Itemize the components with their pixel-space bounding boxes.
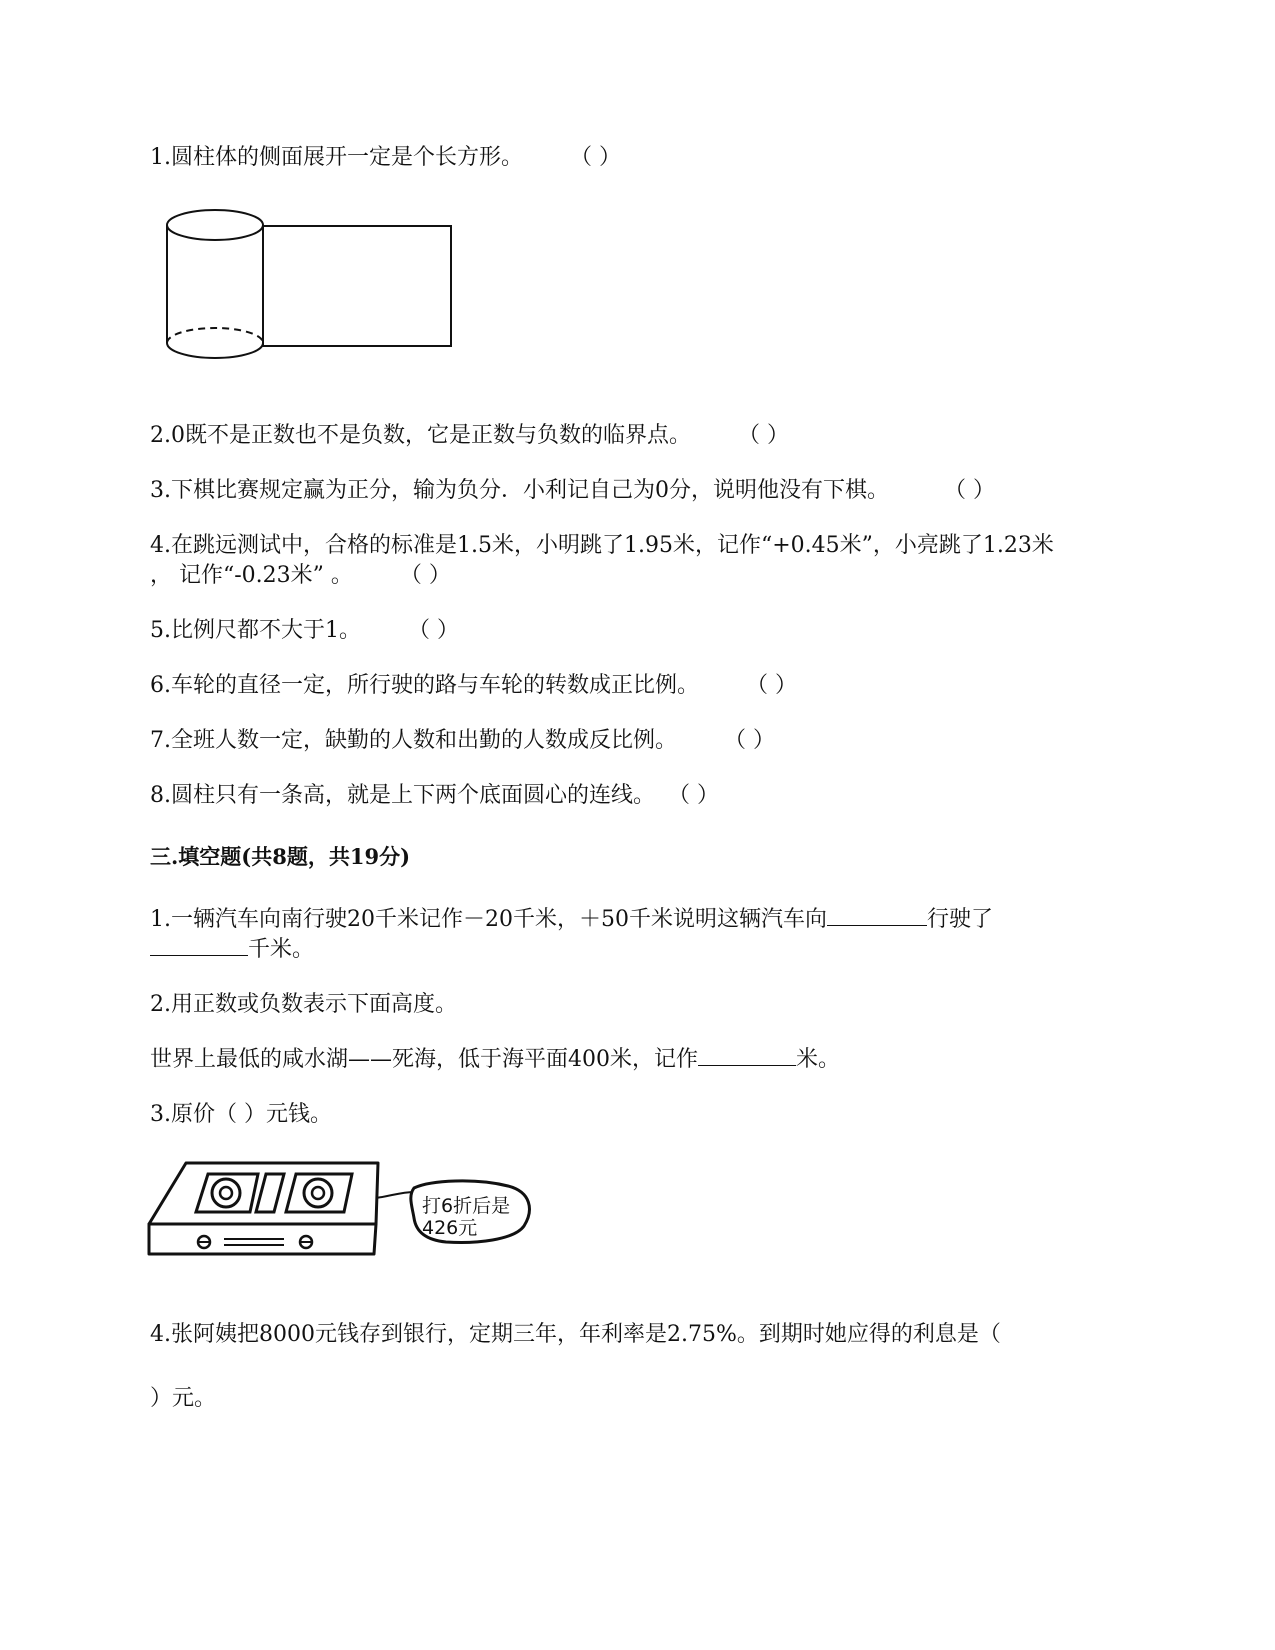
question-text: 4.在跳远测试中，合格的标准是1.5米，小明跳了1.95米，记作“+0.45米”，小亮跳了1.23米 [150,533,1054,558]
answer-parentheses: （ ） [399,563,451,588]
question-6 [150,671,797,701]
section-heading: 三.填空题(共8题，共19分) [150,844,411,869]
answer-blank[interactable] [150,935,248,956]
tag-string [376,1192,414,1198]
fill-question-3: 3.原价（ ）元钱。 [150,1102,332,1127]
question-text: 2.0既不是正数也不是负数，它是正数与负数的临界点。 [150,423,691,448]
question-7 [150,726,775,756]
question-3 [150,476,995,506]
question-text: 千米。 [248,937,315,962]
answer-parentheses: （ ） [570,145,621,170]
price-tag-text-line-2: 426元 [422,1217,478,1239]
unfolded-rectangle [263,226,451,346]
price-tag-text-line-1: 打6折后是 [422,1195,511,1217]
fill-question-4-line-2: ）元。 [150,1386,217,1411]
question-1 [150,143,621,173]
question-4-line-2 [150,561,451,591]
answer-parentheses: （ ） [746,673,797,698]
fill-question-2: 2.用正数或负数表示下面高度。 [150,992,457,1017]
question-8 [150,781,719,811]
cylinder-bottom-back-dashed [167,328,263,343]
question-text: 3.下棋比赛规定赢为正分，输为负分．小利记自己为0分，说明他没有下棋。 [150,478,889,503]
question-text: 1.圆柱体的侧面展开一定是个长方形。 [150,145,523,170]
answer-blank[interactable] [827,905,927,926]
answer-parentheses: （ ） [724,728,775,753]
fill-question-1-line-2 [150,935,314,965]
question-text: 7.全班人数一定，缺勤的人数和出勤的人数成反比例。 [150,728,677,753]
gas-stove-illustration [146,1158,541,1263]
answer-blank[interactable] [698,1045,796,1066]
stove-top [149,1163,378,1224]
fill-question-4-line-1: 4.张阿姨把8000元钱存到银行，定期三年，年利率是2.75%。到期时她应得的利息是（ [150,1322,1001,1347]
cylinder-top-ellipse [167,210,263,240]
cylinder-bottom-front [167,343,263,358]
fill-question-1-line-1 [150,905,993,935]
question-text: 世界上最低的咸水湖——死海，低于海平面400米，记作 [150,1047,698,1072]
question-5 [150,616,459,646]
question-text: 1.一辆汽车向南行驶20千米记作－20千米，＋50千米说明这辆汽车向 [150,907,827,932]
question-text: ， 记作“-0.23米” 。 [150,563,353,588]
answer-parentheses: （ ） [668,783,719,808]
answer-parentheses: （ ） [738,423,789,448]
answer-parentheses: （ ） [408,618,459,643]
question-text: 8.圆柱只有一条高，就是上下两个底面圆心的连线。 [150,783,655,808]
fill-question-2-detail [150,1045,840,1075]
question-text: 米。 [796,1047,841,1072]
question-text: 5.比例尺都不大于1。 [150,618,361,643]
question-text: 行驶了 [926,907,993,932]
cylinder-unfold-diagram [160,205,460,370]
question-4-line-1 [150,531,1054,561]
question-text: 6.车轮的直径一定，所行驶的路与车轮的转数成正比例。 [150,673,699,698]
question-2 [150,421,789,451]
answer-parentheses: （ ） [944,478,995,503]
